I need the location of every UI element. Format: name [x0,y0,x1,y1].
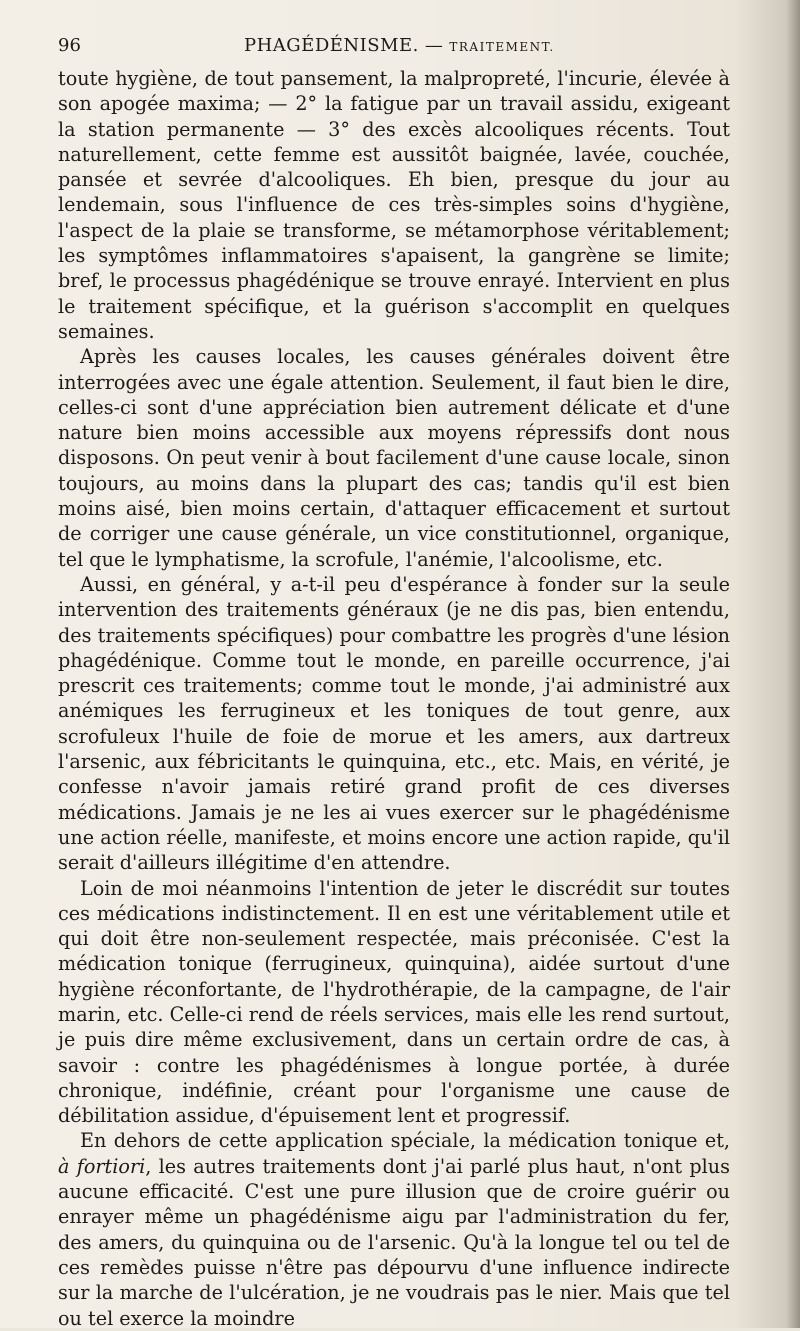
paragraph-2: Après les causes locales, les causes générales doivent être interrogées avec une égale attention. Seulement, il faut bien le dire, celles-ci sont d'une appréciation bien autrement délicate et d'une nature bien moins accessible aux moyens répressifs dont nous disposons. On peut venir à bout facilement d'une cause locale, sinon toujours, au moins dans la plupart des cas; tandis qu'il est bien moins aisé, bien moins certain, d'attaquer efficacement et surtout de corriger une cause générale, un vice constitutionnel, organique, tel que le lymphatisme, la scrofule, l'anémie, l'alcoolisme, etc. [58,345,730,571]
running-title-main: PHAGÉDÉNISME. [244,35,419,56]
paragraph-5-end: , les autres traitements dont j'ai parlé plus haut, n'ont plus aucune efficacité. C'est une pure illusion que de croire guérir ou enrayer même un phagédénisme aigu par l'administration du fer, des amers, du quinquina ou de l'arsenic. Qu'à la longue tel ou tel de ces remèdes puisse n'être pas dépourvu d'une influence indirecte sur la marche de l'ulcération, je ne voudrais pas le nier. Mais que tel ou tel exerce la moindre [58,1154,730,1330]
page-edge-shadow [786,0,800,1328]
running-title-dash: — [424,35,444,56]
paragraph-5-italic: à fortiori [58,1154,146,1178]
paragraph-5-start: En dehors de cette application spéciale, la médication tonique et, [80,1129,730,1153]
page-number: 96 [58,35,81,56]
paragraph-4: Loin de moi néanmoins l'intention de jeter le discrédit sur toutes ces médications indistinctement. Il en est une véritablement utile et qui doit être non-seulement respectée, mais préconisée. C'est la médication tonique (ferrugineux, quinquina), aidée surtout d'une hygiène réconfortante, de l'hydrothérapie, de la campagne, de l'air marin, etc. Celle-ci rend de réels services, mais elle les rend surtout, je puis dire même exclusivement, dans un certain ordre de cas, à savoir : contre les phagédénismes à longue portée, à durée chronique, indéfinie, créant pour l'organisme une cause de débilitation assidue, d'épuisement lent et progressif. [58,876,730,1128]
body-text [58,66,730,1331]
running-title [244,34,555,59]
paragraph-3: Aussi, en général, y a-t-il peu d'espérance à fonder sur la seule intervention des traitements généraux (je ne dis pas, bien entendu, des traitements spécifiques) pour combattre les progrès d'une lésion phagédénique. Comme tout le monde, en pareille occurrence, j'ai prescrit ces traitements; comme tout le monde, j'ai administré aux anémiques les ferrugineux et les toniques de tout genre, aux scrofuleux l'huile de foie de morue et les amers, aux dartreux l'arsenic, aux fébricitants le quinquina, etc., etc. Mais, en vérité, je confesse n'avoir jamais retiré grand profit de ces diverses médications. Jamais je ne les ai vues exercer sur le phagédénisme une action réelle, manifeste, et moins encore une action rapide, qu'il serait d'ailleurs illégitime d'en attendre. [58,572,730,875]
paragraph-1: toute hygiène, de tout pansement, la malpropreté, l'incurie, élevée à son apogée maxima; — 2° la fatigue par un travail assidu, exigeant la station permanente — 3° des excès alcooliques récents. Tout naturellement, cette femme est aussitôt baignée, lavée, couchée, pansée et sevrée d'alcooliques. Eh bien, presque du jour au lendemain, sous l'influence de ces très-simples soins d'hygiène, l'aspect de la plaie se transforme, se métamorphose véritablement; les symptômes inflammatoires s'apaisent, la gangrène se limite; bref, le processus phagédénique se trouve enrayé. Intervient en plus le traitement spécifique, et la guérison s'accomplit en quelques semaines. [58,67,730,343]
running-title-sub: TRAITEMENT. [449,40,555,54]
paragraph-5 [58,1128,730,1330]
page-header [58,34,738,58]
